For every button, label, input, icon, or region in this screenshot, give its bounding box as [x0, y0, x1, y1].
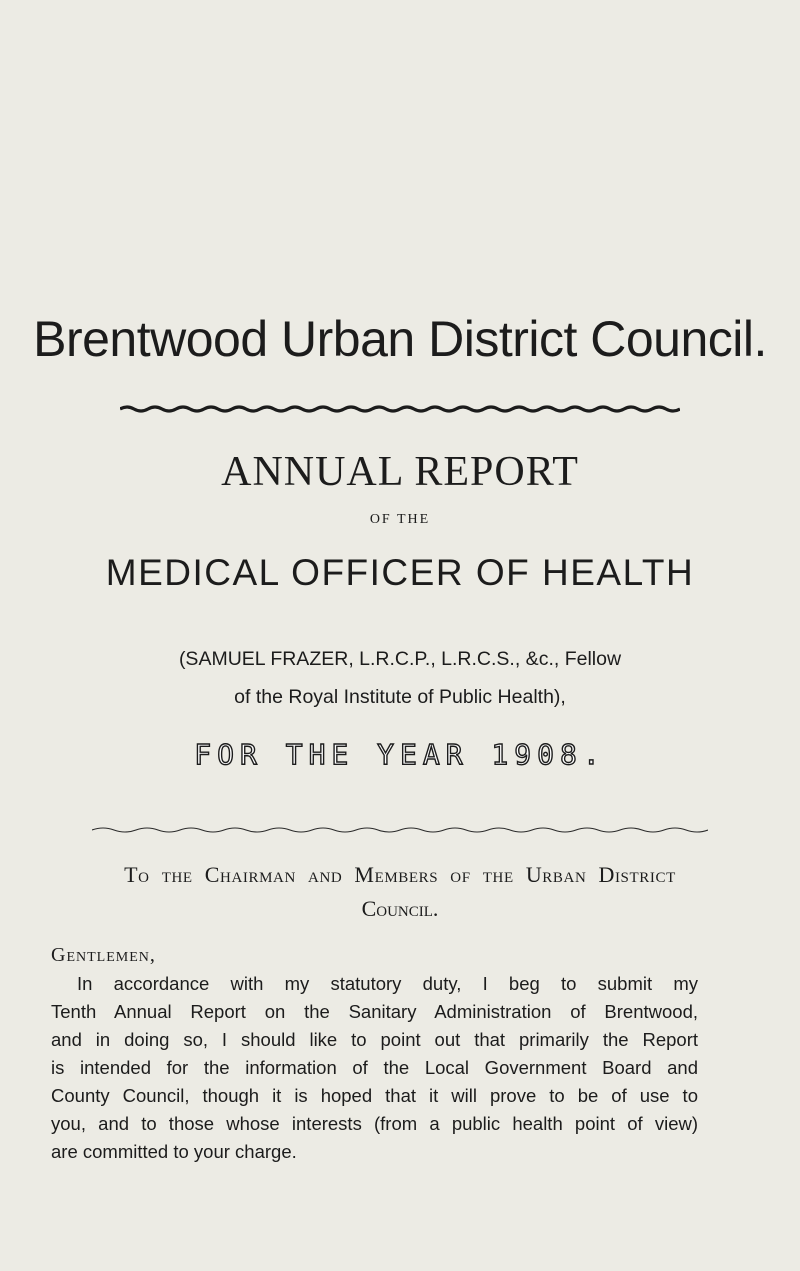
author-line-2: of the Royal Institute of Public Health), — [234, 686, 566, 708]
salutation-line-1: To the Chairman and Members of the Urban District — [124, 862, 676, 887]
body-line: and in doing so, I should like to point out that primarily the Report — [51, 1029, 698, 1050]
body-line: you, and to those whose interests (from a public health point of view) — [51, 1113, 698, 1134]
body-line: are committed to your charge. — [51, 1141, 297, 1162]
report-year-line: FOR THE YEAR 1908. — [194, 738, 606, 771]
council-title: Brentwood Urban District Council. — [33, 311, 767, 367]
officer-title: MEDICAL OFFICER OF HEALTH — [105, 552, 695, 593]
body-line: is intended for the information of the Local Government Board and — [51, 1057, 698, 1078]
report-title: ANNUAL REPORT — [221, 449, 579, 495]
light-wavy-rule — [0, 826, 800, 834]
greeting: Gentlemen, — [51, 944, 156, 966]
salutation-line-2: Council. — [361, 896, 439, 921]
of-the-label: OF THE — [369, 512, 431, 527]
body-line: Tenth Annual Report on the Sanitary Administration of Brentwood, — [51, 1001, 698, 1022]
heavy-wavy-rule — [0, 404, 800, 414]
body-line: In accordance with my statutory duty, I beg to submit my — [77, 973, 698, 994]
author-line-1: (SAMUEL FRAZER, L.R.C.P., L.R.C.S., &c., Fellow — [178, 648, 622, 670]
body-line: County Council, though it is hoped that it will prove to be of use to — [51, 1085, 698, 1106]
